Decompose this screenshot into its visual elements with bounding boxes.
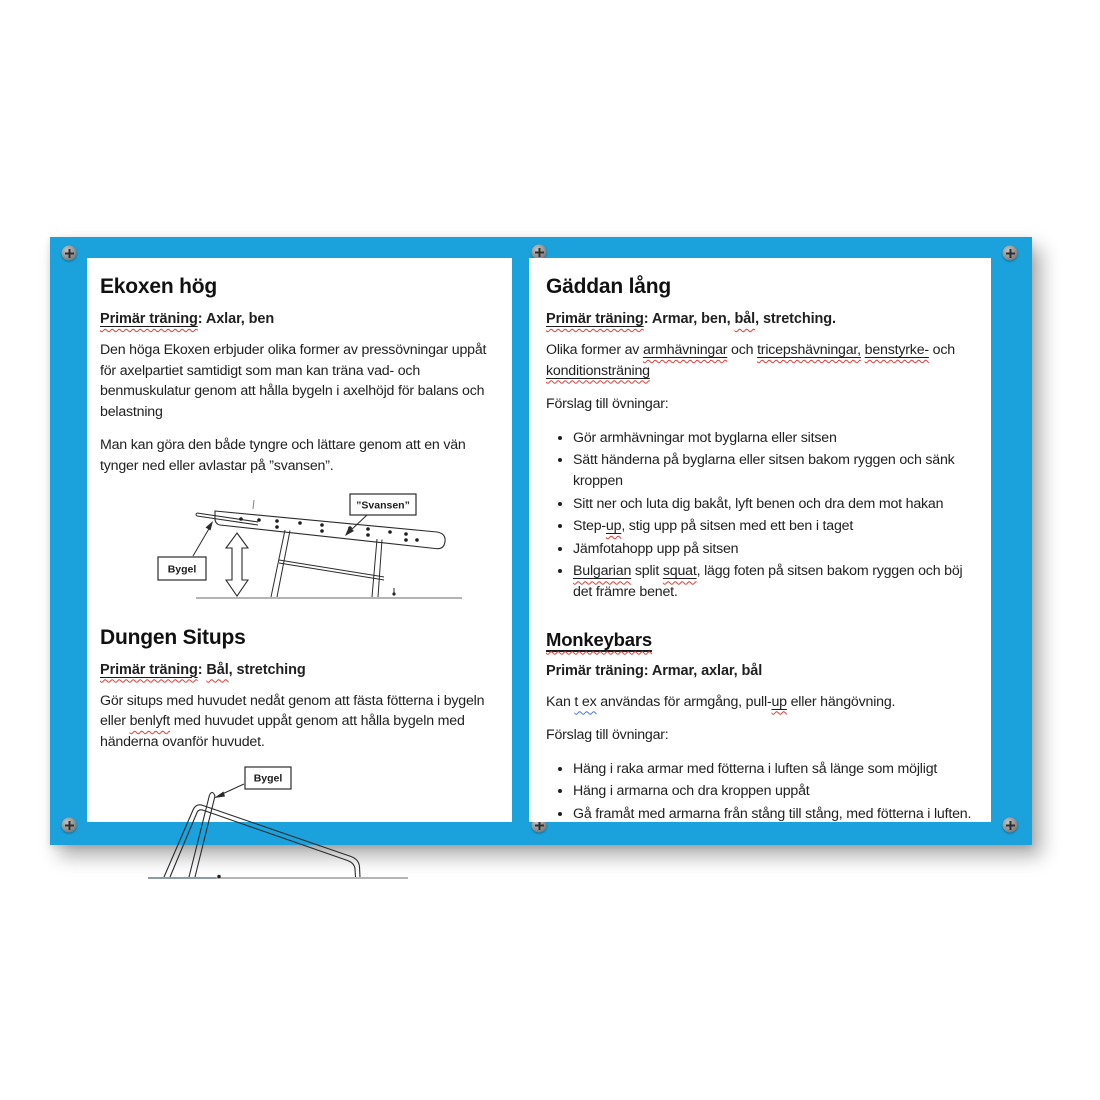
gaddan-exercise-list: [546, 428, 975, 603]
svg-text:Bygel: Bygel: [253, 772, 283, 785]
ekoxen-paragraph-1: Den höga Ekoxen erbjuder olika former av pressövningar uppåt för axelpartiet samtidigt som man kan träna vad- och benmuskulatur genom att hålla bygeln i axelhöjd för balans och belastning: [100, 342, 487, 420]
gaddan-suggestions-label: Förslag till övningar:: [546, 396, 669, 413]
monkeybars-suggestions-label: Förslag till övningar:: [546, 727, 669, 744]
monkeybars-intro: Kan t ex användas för armgång, pull-up eller hängövning.: [546, 693, 896, 710]
list-item: • Jämfotahopp upp på sitsen: [573, 539, 975, 560]
poster-board: [50, 237, 1032, 845]
primary-training-ekoxen: Primär träning: Axlar, ben: [100, 311, 275, 327]
bygel-label: [214, 767, 291, 798]
list-item: • Gå framåt med armarna från stång till stång, med fötterna i luften.: [573, 804, 975, 825]
section-title-ekoxen: Ekoxen hög: [100, 275, 218, 298]
list-item: • Sätt händerna på byglarna eller sitsen bakom ryggen och sänk kroppen: [573, 450, 975, 491]
screw-icon: [62, 246, 77, 261]
svg-text:”Svansen”: ”Svansen”: [356, 499, 410, 512]
screw-icon: [62, 818, 77, 833]
list-item: • Sitt ner och luta dig bakåt, lyft benen och dra dem mot hakan: [573, 494, 975, 515]
primary-training-dungen: Primär träning: Bål, stretching: [100, 661, 306, 678]
bygel-label: [158, 521, 213, 580]
screw-icon: [1003, 246, 1018, 261]
ekoxen-diagram: [154, 490, 476, 612]
svg-text:Bygel: Bygel: [167, 563, 197, 576]
right-sheet: [529, 258, 991, 822]
left-sheet: [87, 258, 512, 822]
primary-training-gaddan: Primär träning: Armar, ben, bål, stretching.: [546, 311, 836, 327]
list-item: • Step-up, stig upp på sitsen med ett ben i taget: [573, 516, 975, 537]
svansen-label: [345, 494, 416, 536]
screw-icon: [1003, 818, 1018, 833]
list-item: • Gör armhävningar mot byglarna eller sitsen: [573, 428, 975, 449]
section-title-dungen: Dungen Situps: [100, 625, 246, 649]
list-item: • Bulgarian split squat, lägg foten på sitsen bakom ryggen och böj det främre benet.: [573, 561, 975, 602]
list-item: • Häng i raka armar med fötterna i luften så länge som möjligt: [573, 759, 975, 780]
list-item: • Häng i armarna och dra kroppen uppåt: [573, 781, 975, 802]
ekoxen-paragraph-2: Man kan göra den både tyngre och lättare genom att en vän tynger ned eller avlastar på ”svansen”.: [100, 437, 466, 474]
dungen-paragraph-1: Gör situps med huvudet nedåt genom att fästa fötterna i bygeln eller benlyft med huvudet uppåt genom att hålla bygeln med händerna ovanför huvudet.: [100, 692, 485, 750]
gaddan-intro: Olika former av armhävningar och tricepshävningar, benstyrke- och konditionsträning: [546, 342, 955, 379]
monkeybars-exercise-list: [546, 759, 975, 825]
primary-training-monkeybars: Primär träning: Armar, axlar, bål: [546, 662, 763, 679]
section-title-gaddan: Gäddan lång: [546, 275, 671, 298]
section-title-monkeybars: Monkeybars: [546, 628, 652, 650]
dungen-diagram: [126, 765, 446, 885]
